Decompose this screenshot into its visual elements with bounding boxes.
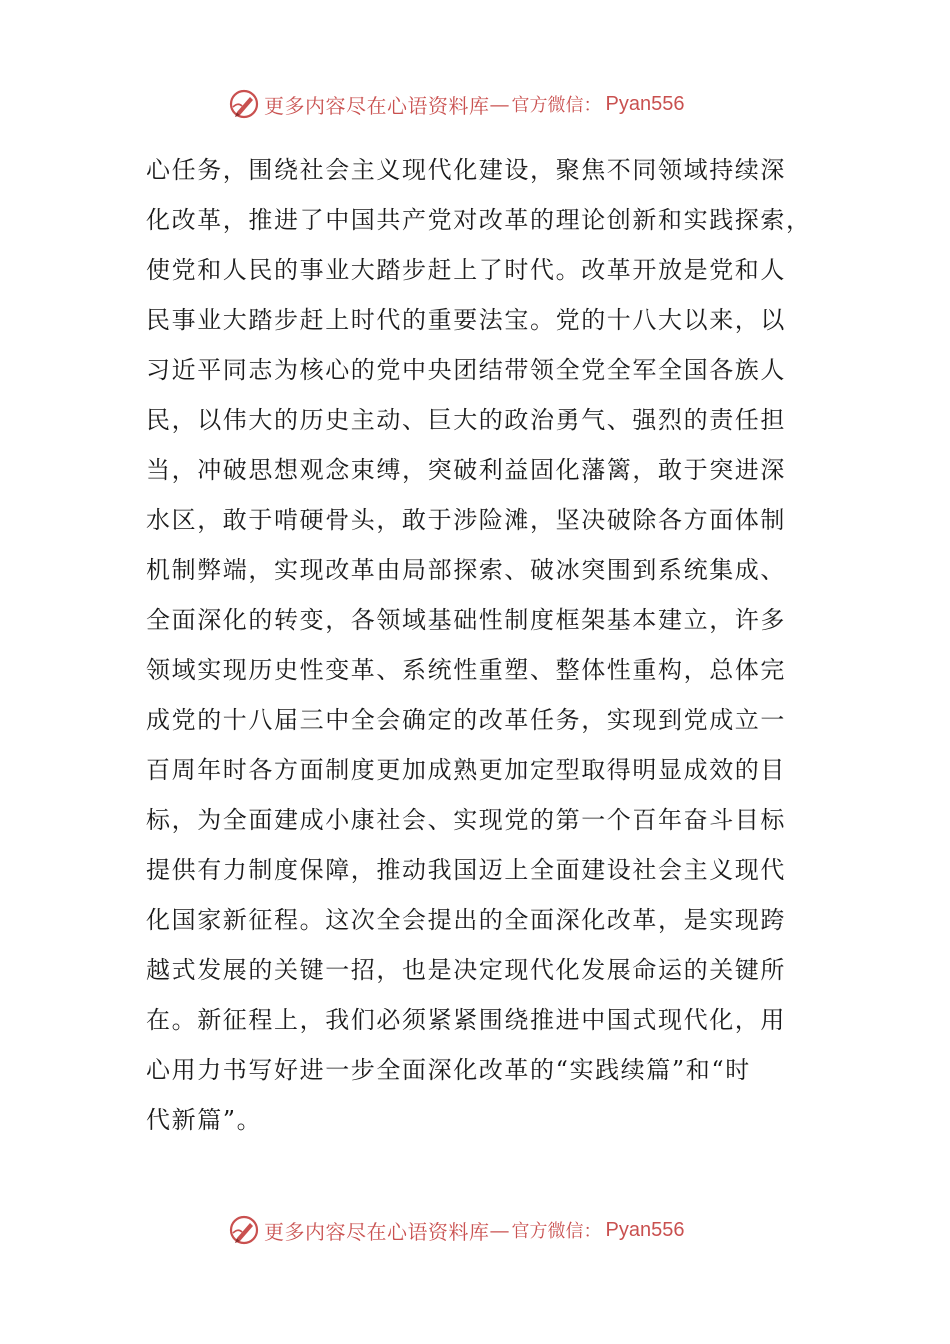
watermark-text: 更多内容尽在心语资料库 <box>264 93 490 118</box>
pen-logo-icon <box>228 88 260 120</box>
body-line: 心用力书写好进一步全面深化改革的“实践续篇”和“时 <box>146 1056 751 1084</box>
pen-logo-icon <box>228 1214 260 1246</box>
watermark-wechat-id: Pyan556 <box>605 1218 685 1241</box>
body-line: 使党和人民的事业大踏步赶上了时代。改革开放是党和人 <box>146 256 786 284</box>
body-line: 民事业大踏步赶上时代的重要法宝。党的十八大以来，以 <box>146 306 786 334</box>
body-line: 化国家新征程。这次全会提出的全面深化改革，是实现跨 <box>146 906 786 934</box>
body-line: 在。新征程上，我们必须紧紧围绕推进中国式现代化，用 <box>146 1006 786 1034</box>
body-line: 习近平同志为核心的党中央团结带领全党全军全国各族人 <box>146 356 786 384</box>
body-line: 全面深化的转变，各领域基础性制度框架基本建立，许多 <box>146 606 786 634</box>
header-watermark <box>228 84 748 124</box>
body-line: 机制弊端，实现改革由局部探索、破冰突围到系统集成、 <box>146 556 786 584</box>
body-line: 提供有力制度保障，推动我国迈上全面建设社会主义现代 <box>146 856 786 884</box>
body-line: 代新篇”。 <box>146 1106 263 1134</box>
watermark-label: 官方微信： <box>511 95 602 116</box>
watermark-text: 更多内容尽在心语资料库 <box>264 1219 490 1244</box>
body-line: 心任务，围绕社会主义现代化建设，聚焦不同领域持续深 <box>146 156 786 184</box>
body-line: 化改革，推进了中国共产党对改革的理论创新和实践探索， <box>146 206 812 234</box>
footer-watermark <box>228 1210 748 1250</box>
body-line: 当，冲破思想观念束缚，突破利益固化藩篱，敢于突进深 <box>146 456 786 484</box>
body-line: 百周年时各方面制度更加成熟更加定型取得明显成效的目 <box>146 756 786 784</box>
body-line: 成党的十八届三中全会确定的改革任务，实现到党成立一 <box>146 706 786 734</box>
watermark-dash: — <box>489 1218 510 1242</box>
body-line: 越式发展的关键一招，也是决定现代化发展命运的关键所 <box>146 956 786 984</box>
document-body <box>146 145 812 1145</box>
body-line: 民，以伟大的历史主动、巨大的政治勇气、强烈的责任担 <box>146 406 786 434</box>
body-line: 水区，敢于啃硬骨头，敢于涉险滩，坚决破除各方面体制 <box>146 506 786 534</box>
body-line: 标，为全面建成小康社会、实现党的第一个百年奋斗目标 <box>146 806 786 834</box>
watermark-label: 官方微信： <box>511 1221 602 1242</box>
watermark-dash: — <box>489 92 510 116</box>
watermark-wechat-id: Pyan556 <box>605 92 685 115</box>
body-line: 领域实现历史性变革、系统性重塑、整体性重构，总体完 <box>146 656 786 684</box>
